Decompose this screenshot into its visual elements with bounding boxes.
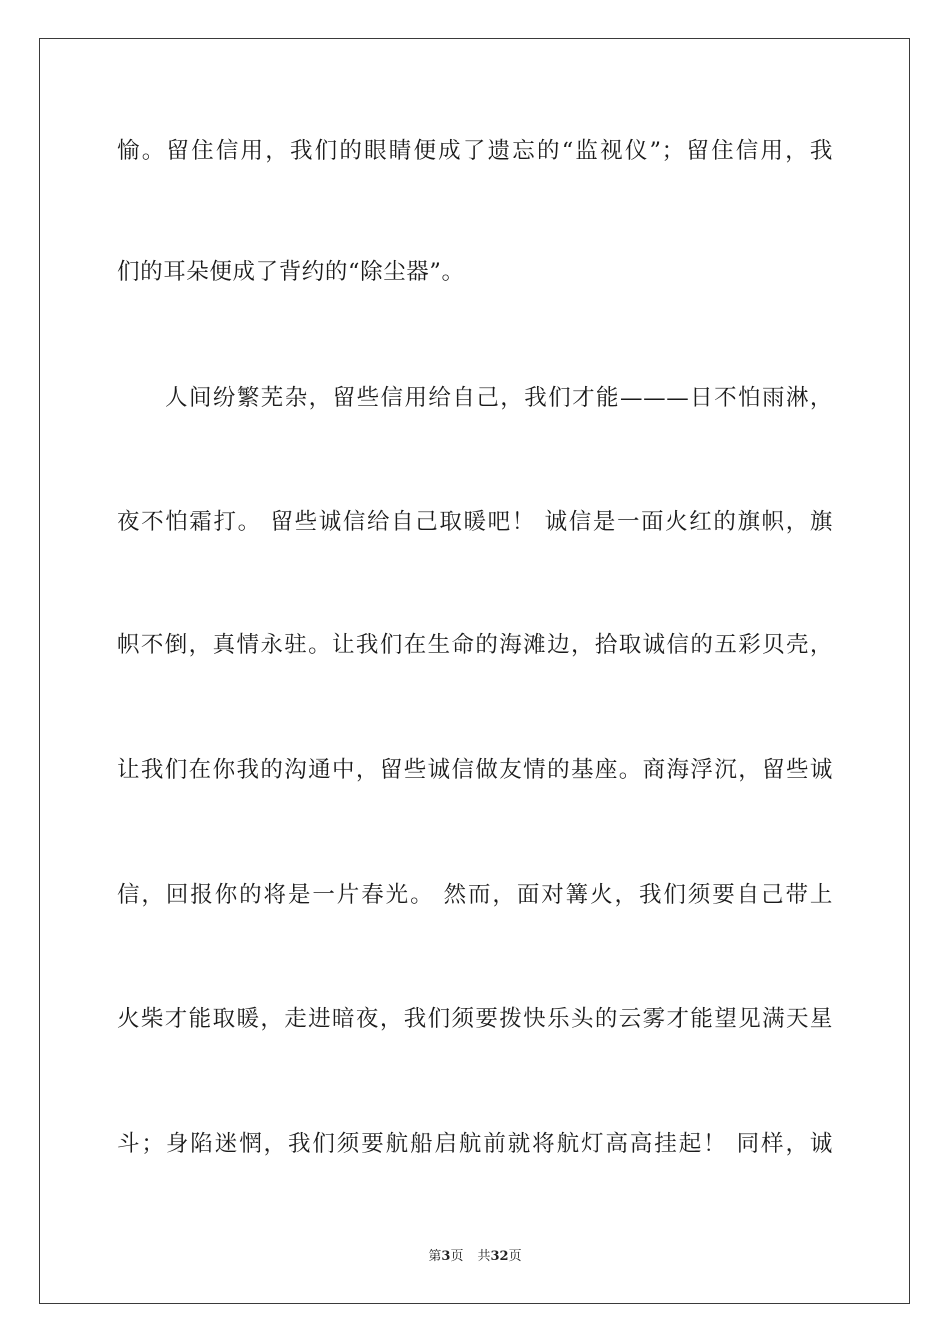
total-prefix: 共 [477, 1249, 491, 1264]
text-line-4: 夜不怕霜打。 留些诚信给自己取暖吧！ 诚信是一面火红的旗帜，旗 [117, 509, 833, 535]
text-line-2: 们的耳朵便成了背约的“除尘器”。 [117, 259, 465, 285]
text-line-1: 愉。留住信用，我们的眼睛便成了遗忘的“监视仪”；留住信用，我 [117, 138, 833, 164]
text-line-9: 斗；身陷迷惘，我们须要航船启航前就将航灯高高挂起！ 同样，诚 [117, 1131, 833, 1157]
page-prefix: 第 [428, 1249, 442, 1264]
text-line-6: 让我们在你我的沟通中，留些诚信做友情的基座。商海浮沉，留些诚 [117, 757, 833, 783]
page-suffix: 页 [450, 1249, 464, 1264]
page-border [39, 38, 910, 1304]
text-line-5: 帜不倒，真情永驻。让我们在生命的海滩边，拾取诚信的五彩贝壳， [117, 632, 833, 658]
total-suffix: 页 [508, 1249, 522, 1264]
page-footer [0, 1248, 950, 1266]
total-pages: 32 [490, 1249, 509, 1264]
page-number: 3 [441, 1249, 451, 1264]
text-line-7: 信，回报你的将是一片春光。 然而，面对篝火，我们须要自己带上 [117, 882, 833, 908]
text-line-8: 火柴才能取暖，走进暗夜，我们须要拨快乐头的云雾才能望见满天星 [117, 1006, 833, 1032]
text-line-3: 人间纷繁芜杂，留些信用给自己，我们才能———日不怕雨淋， [165, 385, 833, 411]
